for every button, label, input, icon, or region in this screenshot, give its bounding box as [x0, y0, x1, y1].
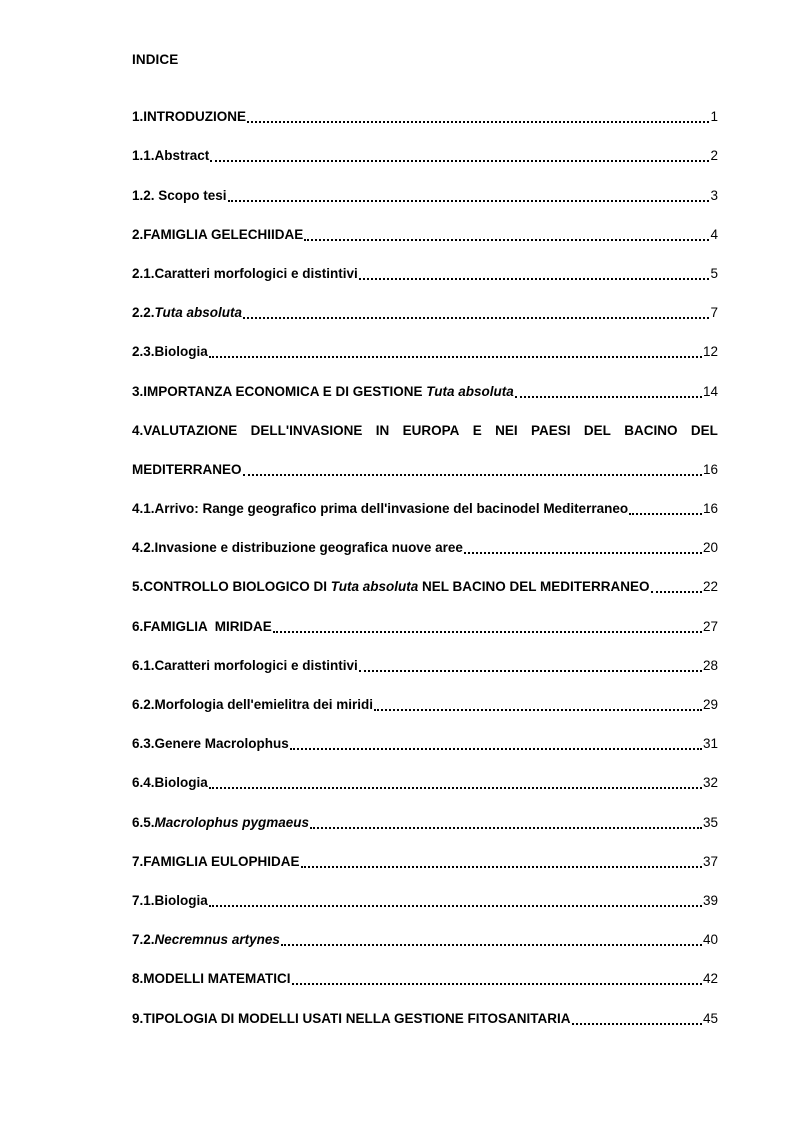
dot-leader	[359, 670, 702, 672]
toc-entry-page: 28	[702, 657, 718, 673]
toc-entry-mediterraneo[interactable]	[132, 441, 718, 480]
toc-entry-page: 20	[702, 540, 718, 556]
dot-leader	[304, 239, 709, 241]
toc-entry-label: 1.INTRODUZIONE	[132, 109, 247, 125]
toc-entry-label-italic: Macrolophus pygmaeus	[154, 814, 310, 830]
toc-entry-word: IN	[375, 422, 390, 438]
toc-entry-page: 1	[710, 109, 718, 125]
toc-entry-valutazione-invasione[interactable]	[132, 402, 718, 441]
toc-entry-caratteri-morfologici-miridae[interactable]	[132, 637, 718, 676]
toc-entry-word: NEI	[495, 422, 518, 438]
toc-entry-label: 7.1.Biologia	[132, 892, 208, 908]
dot-leader	[281, 944, 702, 946]
toc-entry-label: 1.2. Scopo tesi	[132, 187, 227, 203]
toc-entry-page: 29	[702, 697, 718, 712]
toc-entry-page: 39	[702, 892, 718, 908]
toc-entry-label: 2.FAMIGLIA GELECHIIDAE	[132, 226, 304, 242]
toc-entry-tipologia-modelli[interactable]	[132, 989, 718, 1028]
table-of-contents	[132, 88, 718, 1029]
toc-entry-label	[132, 577, 650, 597]
toc-entry-word: DEL	[583, 422, 611, 438]
toc-entry-label: 2.3.Biologia	[132, 344, 208, 360]
toc-entry-label-prefix: 2.2.	[132, 305, 155, 321]
toc-entry-page: 7	[710, 305, 718, 321]
dot-leader	[359, 278, 710, 280]
toc-entry-label-italic: Tuta absoluta	[330, 579, 419, 595]
toc-entry-page: 45	[702, 1010, 718, 1026]
toc-entry-label: 7.FAMIGLIA EULOPHIDAE	[132, 853, 300, 869]
dot-leader	[273, 631, 702, 633]
toc-entry-page: 2	[710, 148, 718, 164]
toc-entry-page: 16	[702, 501, 718, 517]
toc-entry-controllo-biologico[interactable]	[132, 558, 718, 597]
toc-entry-label	[132, 303, 242, 323]
toc-entry-invasione-distribuzione[interactable]	[132, 519, 718, 558]
toc-entry-page: 42	[702, 971, 718, 987]
toc-entry-label: 4.1.Arrivo: Range geografico prima dell'invasione del bacinodel Mediterraneo	[132, 501, 629, 517]
toc-entry-biologia-gelechiidae[interactable]	[132, 323, 718, 362]
toc-entry-label-prefix: 5.CONTROLLO BIOLOGICO DI	[132, 579, 331, 595]
toc-entry-label: 6.2.Morfologia dell'emielitra dei miridi	[132, 697, 374, 712]
toc-entry-label-prefix: 3.IMPORTANZA ECONOMICA E DI GESTIONE	[132, 383, 427, 399]
dot-leader	[515, 396, 702, 398]
toc-entry-importanza-economica[interactable]	[132, 362, 718, 401]
toc-entry-label	[132, 813, 309, 833]
toc-entry-label	[132, 382, 514, 402]
toc-entry-label-suffix: NEL BACINO DEL MEDITERRANEO	[418, 579, 650, 595]
toc-entry-word: DEL	[690, 422, 718, 438]
dot-leader	[292, 983, 702, 985]
dot-leader	[209, 787, 702, 789]
toc-entry-label: 6.FAMIGLIA MIRIDAE	[132, 618, 272, 634]
toc-entry-label: 6.3.Genere Macrolophus	[132, 736, 289, 752]
toc-entry-page: 35	[702, 814, 718, 830]
toc-entry-caratteri-morfologici-gelechiidae[interactable]	[132, 245, 718, 284]
toc-entry-page: 22	[702, 579, 718, 595]
toc-entry-page: 4	[710, 226, 718, 242]
dot-leader	[651, 591, 702, 593]
dot-leader	[301, 866, 702, 868]
toc-entry-page: 12	[702, 344, 718, 360]
toc-entry-macrolophus-pygmaeus[interactable]	[132, 793, 718, 832]
toc-entry-label: 4.2.Invasione e distribuzione geografica nuove aree	[132, 540, 463, 556]
toc-entry-arrivo-range[interactable]	[132, 480, 718, 519]
toc-entry-label: 2.1.Caratteri morfologici e distintivi	[132, 265, 358, 281]
toc-entry-introduzione[interactable]	[132, 88, 718, 127]
toc-entry-label: 6.4.Biologia	[132, 775, 208, 791]
toc-entry-genere-macrolophus[interactable]	[132, 715, 718, 754]
toc-entry-label: 8.MODELLI MATEMATICI	[132, 971, 291, 987]
dot-leader	[572, 1023, 702, 1025]
toc-entry-page: 37	[702, 853, 718, 869]
toc-entry-famiglia-miridae[interactable]	[132, 597, 718, 636]
toc-entry-label	[132, 930, 280, 950]
toc-entry-label-italic: Tuta absoluta	[154, 305, 243, 321]
toc-entry-page: 40	[702, 932, 718, 948]
dot-leader	[210, 160, 709, 162]
dot-leader	[290, 748, 702, 750]
dot-leader	[209, 905, 702, 907]
dot-leader	[209, 356, 702, 358]
toc-entry-page: 32	[702, 775, 718, 791]
toc-entry-biologia-eulophidae[interactable]	[132, 872, 718, 911]
toc-entry-page: 14	[702, 383, 718, 399]
toc-entry-famiglia-eulophidae[interactable]	[132, 833, 718, 872]
toc-entry-label: 1.1.Abstract	[132, 148, 210, 164]
dot-leader	[243, 317, 709, 319]
toc-entry-label-italic: Tuta absoluta	[426, 383, 514, 399]
toc-entry-biologia-miridae[interactable]	[132, 754, 718, 793]
toc-entry-label	[132, 421, 718, 441]
toc-entry-label-italic: Necremnus artynes	[154, 932, 280, 948]
toc-entry-word: PAESI	[531, 422, 571, 438]
toc-entry-word: EUROPA	[402, 422, 460, 438]
toc-entry-famiglia-gelechiidae[interactable]	[132, 206, 718, 245]
toc-entry-word: 4.VALUTAZIONE	[132, 422, 238, 438]
dot-leader	[629, 513, 702, 515]
toc-entry-label: MEDITERRANEO	[132, 461, 242, 477]
toc-entry-label-prefix: 7.2.	[132, 932, 155, 948]
toc-entry-page: 27	[702, 618, 718, 634]
toc-entry-page: 3	[710, 187, 718, 203]
toc-entry-scopo-tesi[interactable]	[132, 166, 718, 205]
dot-leader	[247, 121, 709, 123]
toc-entry-label: 9.TIPOLOGIA DI MODELLI USATI NELLA GESTIONE FITOSANITARIA	[132, 1010, 571, 1026]
toc-entry-word: BACINO	[624, 422, 678, 438]
page-title: INDICE	[132, 52, 179, 67]
toc-entry-tuta-absoluta[interactable]	[132, 284, 718, 323]
toc-entry-necremnus-artynes[interactable]	[132, 911, 718, 950]
dot-leader	[243, 474, 702, 476]
toc-entry-morfologia-emielitra[interactable]	[132, 676, 718, 715]
dot-leader	[310, 827, 702, 829]
toc-entry-label: 6.1.Caratteri morfologici e distintivi	[132, 657, 358, 673]
toc-entry-label-prefix: 6.5.	[132, 814, 155, 830]
toc-entry-page: 16	[702, 461, 718, 477]
toc-entry-word: DELL'INVASIONE	[250, 422, 363, 438]
dot-leader	[374, 709, 702, 711]
dot-leader	[464, 552, 702, 554]
toc-entry-abstract[interactable]	[132, 127, 718, 166]
toc-entry-page: 31	[702, 736, 718, 752]
toc-entry-modelli-matematici[interactable]	[132, 950, 718, 989]
toc-entry-word: E	[472, 422, 482, 438]
dot-leader	[228, 200, 710, 202]
toc-entry-page: 5	[710, 265, 718, 281]
